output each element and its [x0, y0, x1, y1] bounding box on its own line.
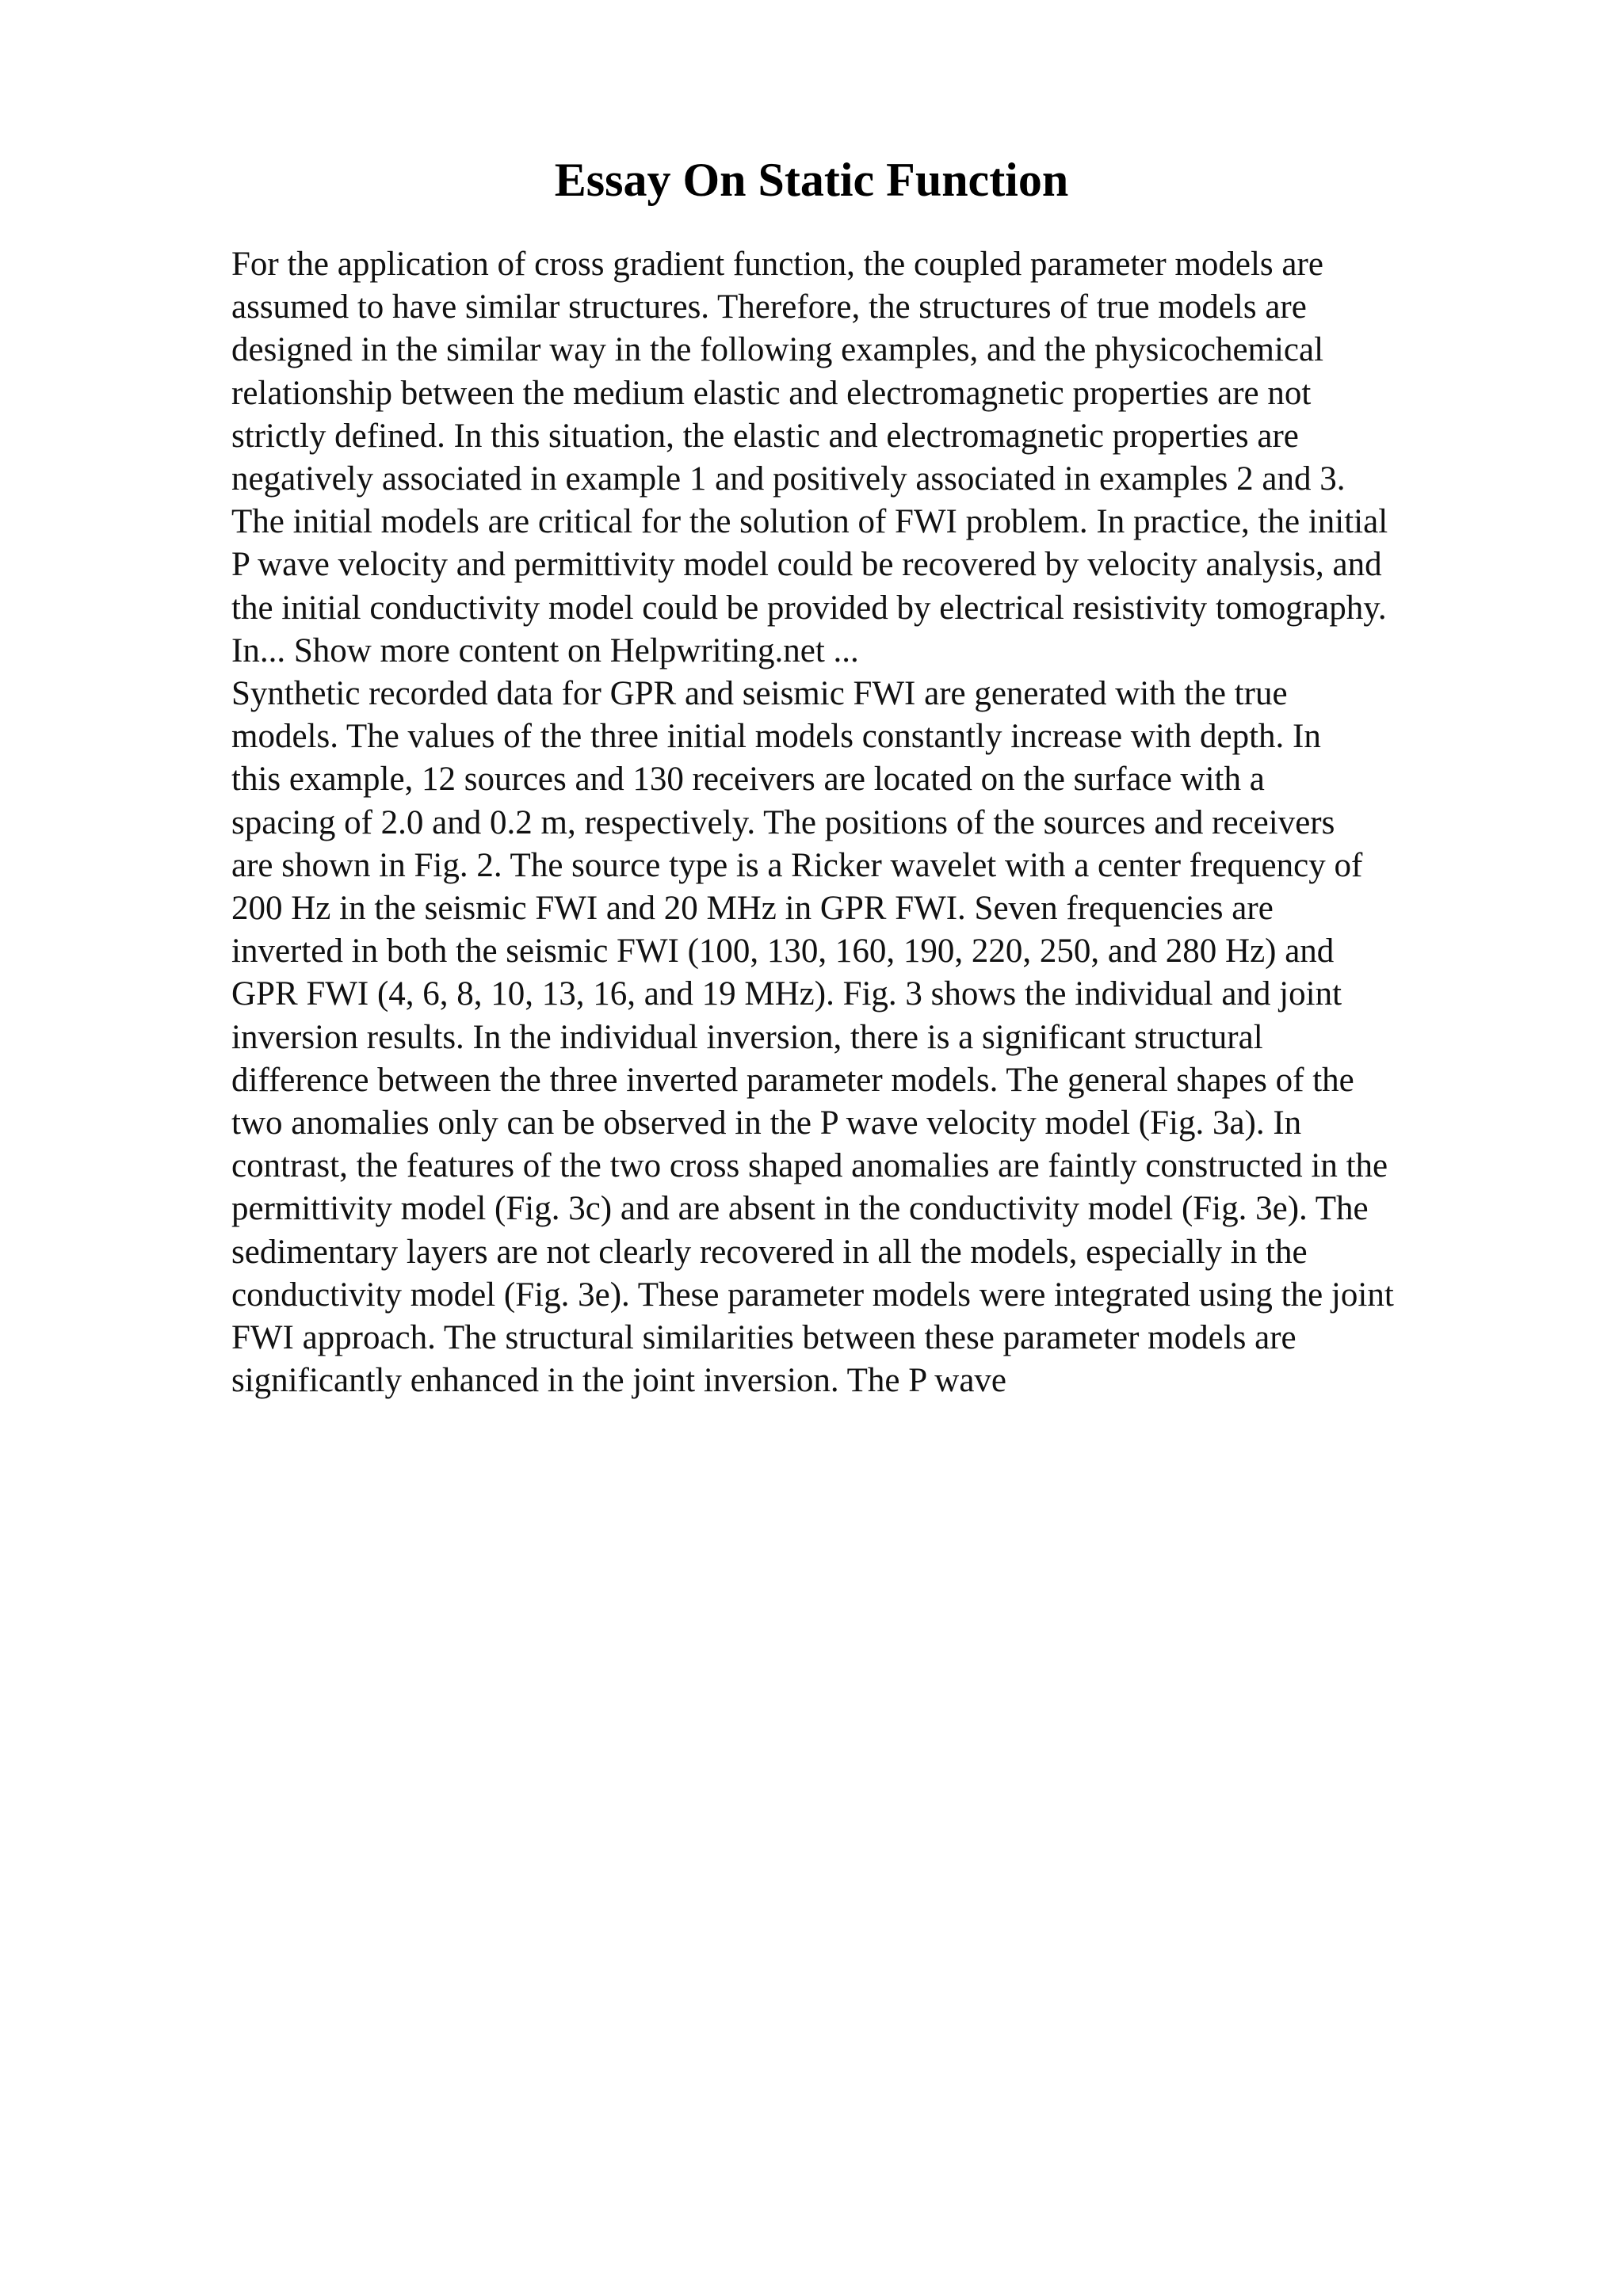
- body-line: negatively associated in example 1 and positively associated in examples 2 and 3.: [231, 460, 1346, 498]
- body-line: permittivity model (Fig. 3c) and are absent in the conductivity model (Fig. 3e). The: [231, 1190, 1369, 1228]
- body-line: inversion results. In the individual inversion, there is a significant structural: [231, 1018, 1263, 1056]
- body-line: inverted in both the seismic FWI (100, 130, 160, 190, 220, 250, and 280 Hz) and: [231, 933, 1335, 971]
- body-line: P wave velocity and permittivity model could be recovered by velocity analysis, and: [231, 546, 1382, 584]
- body-line: conductivity model (Fig. 3e). These parameter models were integrated using the joint: [231, 1276, 1394, 1314]
- body-line: two anomalies only can be observed in the P wave velocity model (Fig. 3a). In: [231, 1104, 1302, 1142]
- body-line: spacing of 2.0 and 0.2 m, respectively. The positions of the sources and receivers: [231, 803, 1335, 841]
- body-line: GPR FWI (4, 6, 8, 10, 13, 16, and 19 MHz). Fig. 3 shows the individual and joint: [231, 975, 1342, 1013]
- body-line: strictly defined. In this situation, the elastic and electromagnetic properties are: [231, 417, 1299, 455]
- body-line: models. The values of the three initial models constantly increase with depth. In: [231, 718, 1321, 756]
- body-line: difference between the three inverted parameter models. The general shapes of the: [231, 1061, 1354, 1099]
- body-line: the initial conductivity model could be provided by electrical resistivity tomography.: [231, 589, 1387, 627]
- body-line: designed in the similar way in the following examples, and the physicochemical: [231, 331, 1324, 369]
- body-line: sedimentary layers are not clearly recovered in all the models, especially in the: [231, 1233, 1308, 1271]
- body-line: 200 Hz in the seismic FWI and 20 MHz in GPR FWI. Seven frequencies are: [231, 890, 1274, 928]
- body-line: are shown in Fig. 2. The source type is a Ricker wavelet with a center frequency of: [231, 846, 1363, 884]
- body-line: contrast, the features of the two cross shaped anomalies are faintly constructed in the: [231, 1147, 1388, 1185]
- body-line: Synthetic recorded data for GPR and seismic FWI are generated with the true: [231, 675, 1288, 713]
- body-line: significantly enhanced in the joint inversion. The P wave: [231, 1362, 1007, 1400]
- body-line: relationship between the medium elastic and electromagnetic properties are not: [231, 374, 1312, 412]
- body-line: this example, 12 sources and 130 receivers are located on the surface with a: [231, 761, 1265, 799]
- document-title: Essay On Static Function: [554, 154, 1069, 206]
- document-body: [231, 243, 1515, 1402]
- show-more-line: In... Show more content on Helpwriting.net ...: [231, 631, 859, 669]
- body-line: The initial models are critical for the solution of FWI problem. In practice, the initial: [231, 503, 1388, 541]
- body-line: assumed to have similar structures. Therefore, the structures of true models are: [231, 288, 1307, 326]
- body-line: For the application of cross gradient function, the coupled parameter models are: [231, 246, 1323, 283]
- body-line: FWI approach. The structural similarities between these parameter models are: [231, 1319, 1296, 1357]
